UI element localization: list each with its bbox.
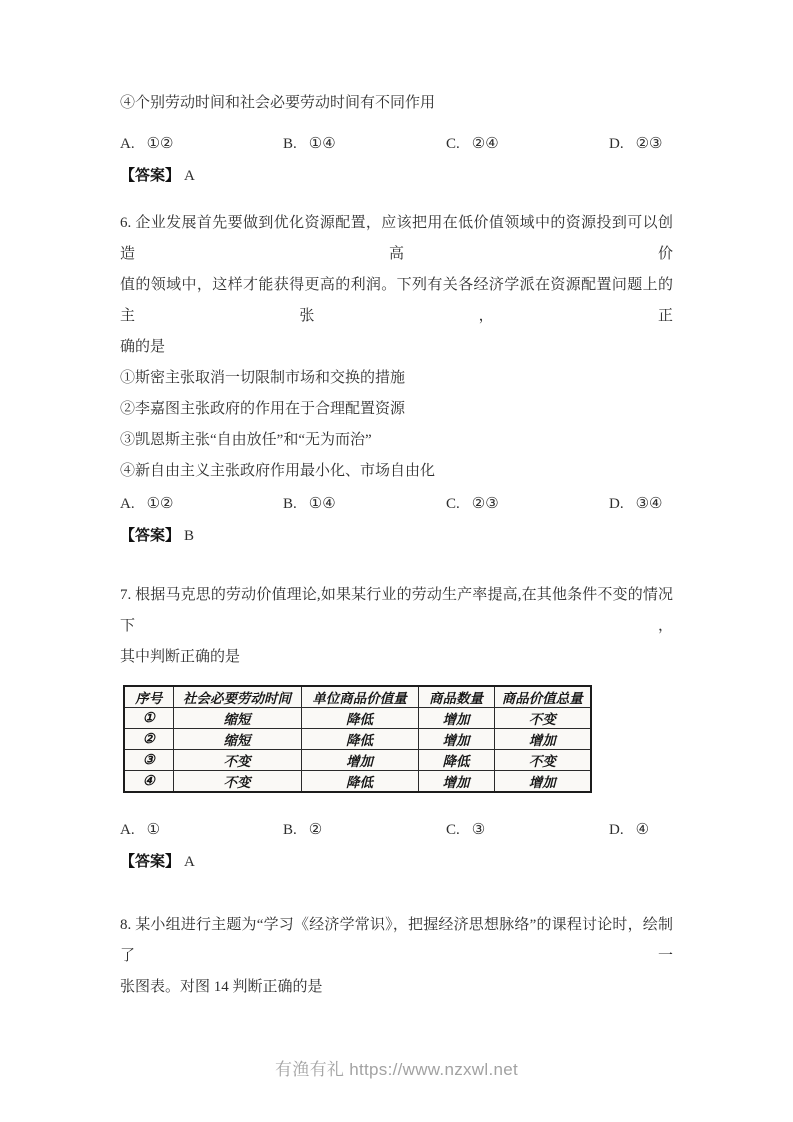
table-cell: 不变 [494,750,591,771]
table-cell: 增加 [494,771,591,793]
option-value: ①④ [308,136,336,152]
option-value: ④ [635,822,650,838]
table-cell: ④ [124,771,173,793]
option-label: C. [446,496,460,512]
table-header-cell: 社会必要劳动时间 [173,686,301,708]
q7-option-a [120,815,283,846]
q5-option-a [120,129,283,160]
option-label: D. [609,822,624,838]
table-cell: 增加 [418,708,494,729]
table-cell: 降低 [301,729,418,750]
table-header-cell: 商品数量 [418,686,494,708]
option-value: ②④ [471,136,499,152]
table-row [124,729,591,750]
option-label: C. [446,822,460,838]
option-value: ①④ [308,496,336,512]
q5-answer-value: A [184,168,195,184]
table-cell: 降低 [301,708,418,729]
option-label: B. [283,136,297,152]
option-value: ② [308,822,323,838]
q7-option-d [609,815,649,846]
table-cell: 增加 [494,729,591,750]
table-cell: 增加 [301,750,418,771]
q8-text-line-2: 张图表。对图 14 判断正确的是 [120,979,323,995]
q7-text-line-1: 7. 根据马克思的劳动价值理论,如果某行业的劳动生产率提高,在其他条件不变的情况下， [120,587,673,634]
table-cell: 不变 [494,708,591,729]
option-value: ③④ [635,496,663,512]
option-value: ① [146,822,161,838]
table-cell: ③ [124,750,173,771]
table-cell: 降低 [301,771,418,793]
exam-content [120,88,673,1003]
q6-option-b [283,489,446,520]
q6-option-a [120,489,283,520]
q7-option-c [446,815,609,846]
q6-answer-value: B [184,528,195,544]
q5-option-d [609,129,663,160]
question-block-6 [120,208,673,552]
option-label: A. [120,136,135,152]
answer-label: 【答案】 [120,527,181,544]
q6-statement-2: ②李嘉图主张政府的作用在于合理配置资源 [120,401,406,417]
table-cell: 缩短 [173,708,301,729]
table-cell: 缩短 [173,729,301,750]
q7-answer-line [120,846,673,878]
table-cell: ① [124,708,173,729]
q6-options-row [120,489,673,520]
option-label: D. [609,136,624,152]
table-cell: 增加 [418,771,494,793]
option-label: A. [120,822,135,838]
option-value: ③ [471,822,486,838]
q6-answer-line [120,520,673,552]
option-value: ①② [146,496,174,512]
option-value: ②③ [635,136,663,152]
table-header-cell: 序号 [124,686,173,708]
table-cell: 降低 [418,750,494,771]
question-block-5 [120,88,673,192]
q7-options-row [120,815,673,846]
q6-option-c [446,489,609,520]
q7-option-b [283,815,446,846]
q7-text-line-2: 其中判断正确的是 [120,649,241,665]
q6-option-d [609,489,663,520]
table-header-row [124,686,591,708]
option-value: ②③ [471,496,499,512]
q7-data-table [123,685,592,793]
table-cell: 不变 [173,750,301,771]
table-cell: ② [124,729,173,750]
question-block-7 [120,580,673,878]
q6-statement-4: ④新自由主义主张政府作用最小化、市场自由化 [120,463,436,479]
q6-statement-3: ③凯恩斯主张“自由放任”和“无为而治” [120,432,372,448]
answer-label: 【答案】 [120,167,181,184]
q7-answer-value: A [184,854,195,870]
question-block-8 [120,910,673,1003]
q5-options-row [120,129,673,160]
footer-watermark: 有渔有礼 https://www.nzxwl.net [274,1060,519,1079]
table-row [124,708,591,729]
option-value: ①② [146,136,174,152]
q6-text-line-2: 值的领域中，这样才能获得更高的利润。下列有关各经济学派在资源配置问题上的主张，正 [120,277,673,324]
table-header-cell: 单位商品价值量 [301,686,418,708]
q6-text-line-1: 6. 企业发展首先要做到优化资源配置，应该把用在低价值领域中的资源投到可以创造高价 [120,215,673,262]
q5-option-c [446,129,609,160]
table-cell: 增加 [418,729,494,750]
q5-option-b [283,129,446,160]
q6-statement-1: ①斯密主张取消一切限制市场和交换的措施 [120,370,406,386]
option-label: A. [120,496,135,512]
q5-statement-4: ④个别劳动时间和社会必要劳动时间有不同作用 [120,95,436,111]
answer-label: 【答案】 [120,853,181,870]
table-row [124,750,591,771]
table-header-cell: 商品价值总量 [494,686,591,708]
option-label: D. [609,496,624,512]
option-label: B. [283,822,297,838]
table-row [124,771,591,793]
q6-text-line-3: 确的是 [120,339,166,355]
q5-answer-line [120,160,673,192]
table-cell: 不变 [173,771,301,793]
option-label: C. [446,136,460,152]
option-label: B. [283,496,297,512]
q8-text-line-1: 8. 某小组进行主题为“学习《经济学常识》，把握经济思想脉络”的课程讨论时，绘制了一 [120,917,673,964]
